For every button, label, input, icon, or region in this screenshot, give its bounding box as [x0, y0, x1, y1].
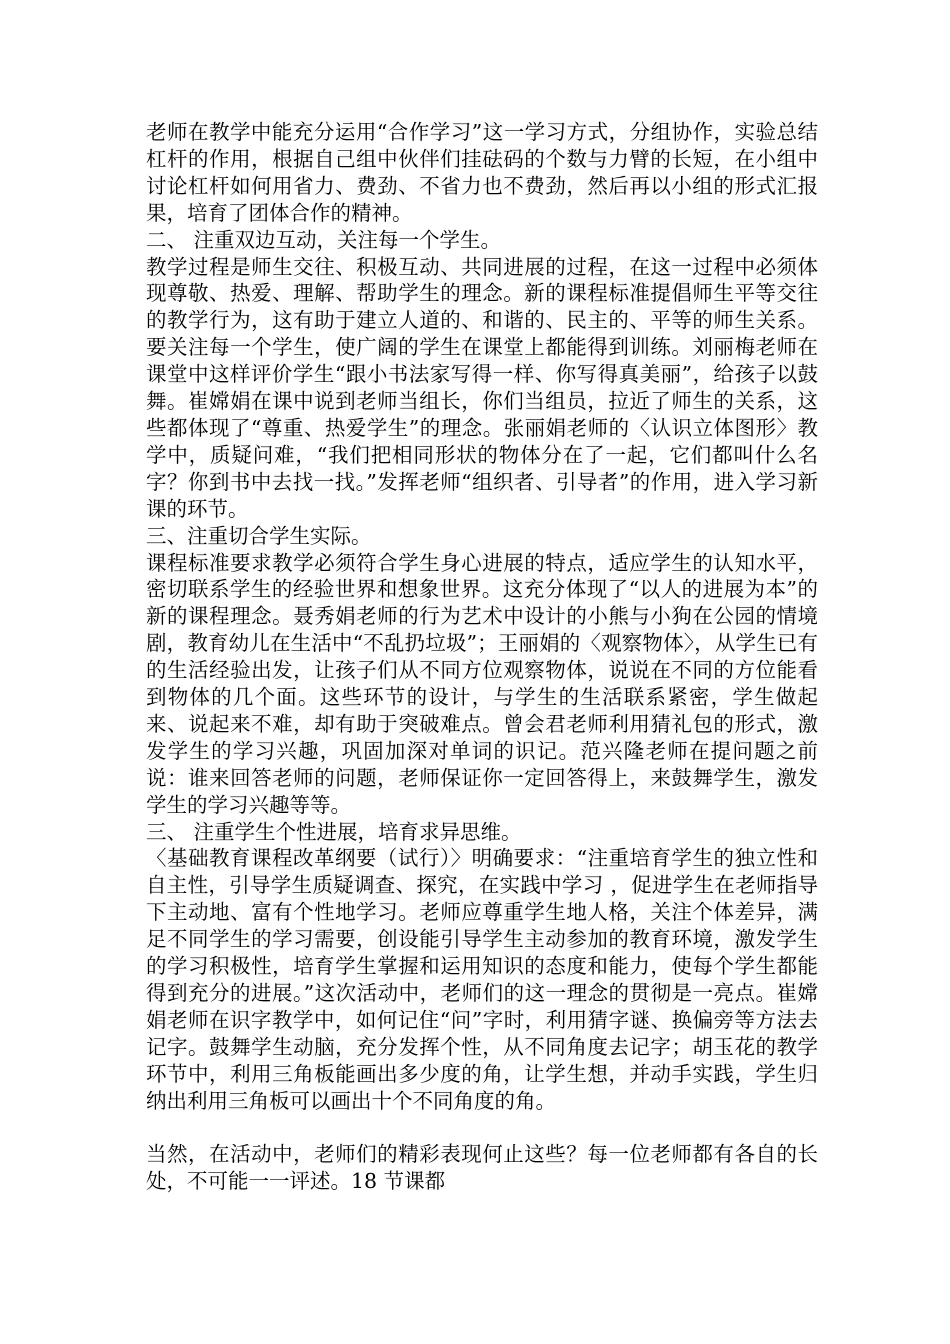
- section-heading-student-reality: 三、注重切合学生实际。: [146, 523, 372, 548]
- paragraph-student-reality: 课程标准要求教学必须符合学生身心进展的特点，适应学生的认知水平，密切联系学生的经验世界和想象世界。这充分体现了“以人的进展为本”的新的课程理念。聂秀娟老师的行为艺术中设计的小熊与小狗在公园的情境剧，教育幼儿在生活中“不乱扔垃圾”；王丽娟的〈观察物体〉，从学生已有的生活经验出发，让孩子们从不同方位观察物体，说说在不同的方位能看到物体的几个面。这些环节的设计，与学生的生活联系紧密，学生做起来、说起来不难，却有助于突破难点。曾会君老师利用猜礼包的形式，激发学生的学习兴趣，巩固加深对单词的识记。范兴隆老师在提问题之前说：谁来回答老师的问题，老师保证你一定回答得上，来鼓舞学生，激发学生的学习兴趣等等。: [146, 550, 818, 817]
- blank-line: [146, 1115, 818, 1142]
- document-body: [146, 119, 818, 1195]
- paragraph-conclusion: 当然，在活动中，老师们的精彩表现何止这些？每一位老师都有各自的长处，不可能一一评述。18 节课都: [146, 1142, 818, 1194]
- section-heading-individuality: 三、 注重学生个性进展，培育求异思维。: [146, 819, 522, 844]
- paragraph-cooperative-learning: 老师在教学中能充分运用“合作学习”这一学习方式，分组协作，实验总结杠杆的作用，根据自己组中伙伴们挂砝码的个数与力臂的长短，在小组中讨论杠杆如何用省力、费劲、不省力也不费劲，然后再以小组的形式汇报果，培育了团体合作的精神。: [146, 120, 818, 225]
- paragraph-individuality: 〈基础教育课程改革纲要（试行）〉明确要求：“注重培育学生的独立性和自主性，引导学生质疑调查、探究，在实践中学习 ，促进学生在老师指导下主动地、富有个性地学习。老师应尊重学生地人格，关注个体差异，满足不同学生的学习需要，创设能引导学生主动参加的教育环境，激发学生的学习积极性，培育学生掌握和运用知识的态度和能力，使每个学生都能得到充分的进展。”这次活动中，老师们的这一理念的贯彻是一亮点。崔嫦娟老师在识字教学中，如何记住“问”字时，利用猜字谜、换偏旁等方法去记字。鼓舞学生动脑，充分发挥个性，从不同角度去记字；胡玉花的教学环节中，利用三角板能画出多少度的角，让学生想，并动手实践，学生归纳出利用三角板可以画出十个不同角度的角。: [146, 846, 818, 1113]
- paragraph-interaction: 教学过程是师生交往、积极互动、共同进展的过程，在这一过程中必须体现尊敬、热爱、理解、帮助学生的理念。新的课程标准提倡师生平等交往的教学行为，这有助于建立人道的、和谐的、民主的、平等的师生关系。要关注每一个学生，使广阔的学生在课堂上都能得到训练。刘丽梅老师在课堂中这样评价学生“跟小书法家写得一样、你写得真美丽”，给孩子以鼓舞。崔嫦娟在课中说到老师当组长，你们当组员，拉近了师生的关系，这些都体现了“尊重、热爱学生”的理念。张丽娟老师的〈认识立体图形〉教学中，质疑问难，“我们把相同形状的物体分在了一起，它们都叫什么名字？你到书中去找一找。”发挥老师“组织者、引导者”的作用，进入学习新课的环节。: [146, 254, 818, 521]
- section-heading-interaction: 二、 注重双边互动，关注每一个学生。: [146, 227, 502, 252]
